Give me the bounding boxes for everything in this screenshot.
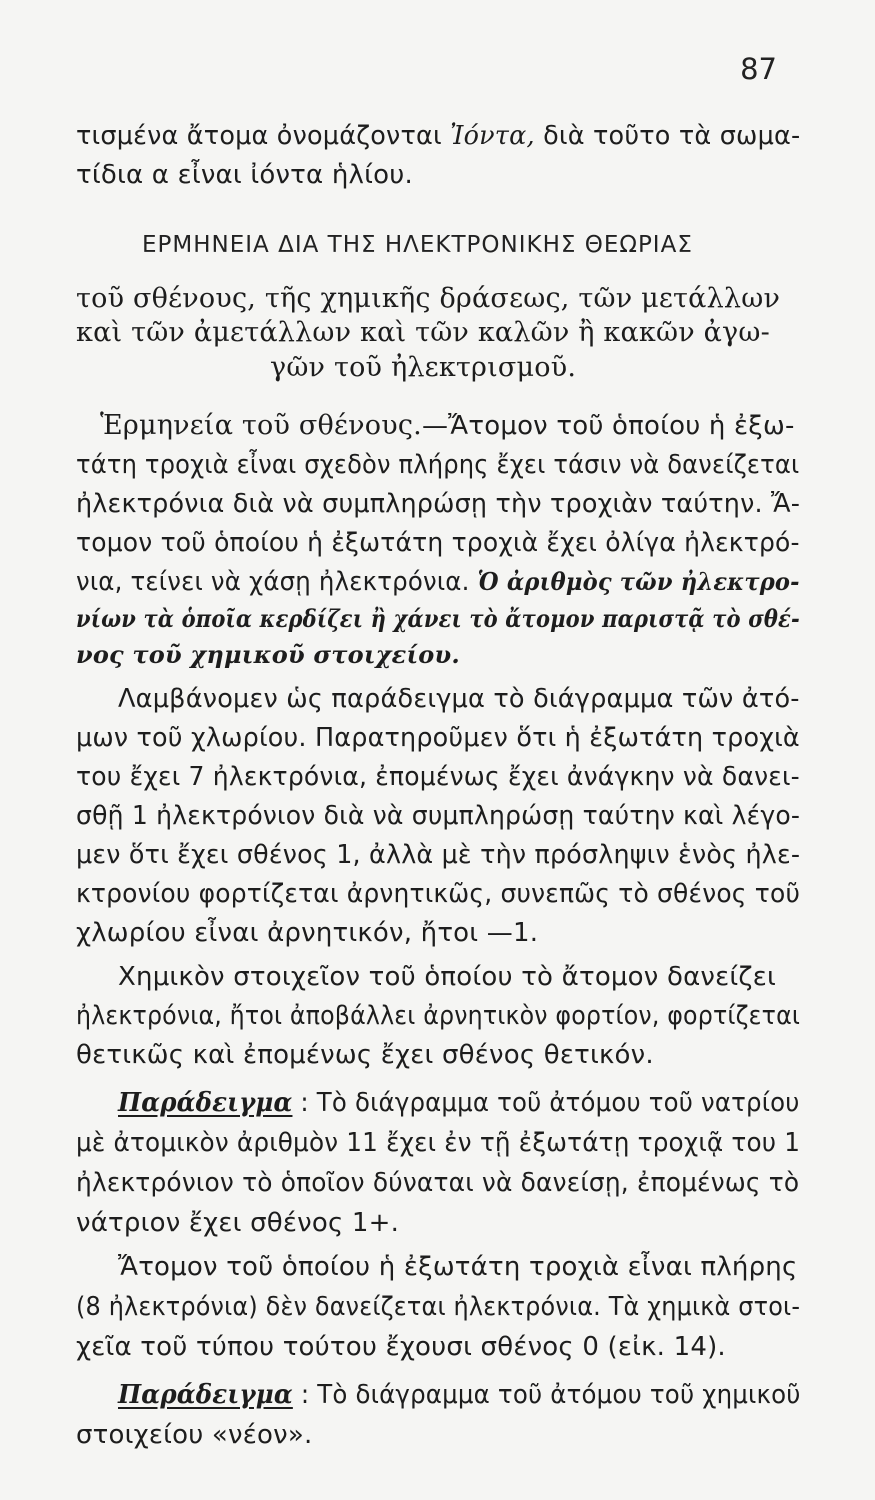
p6-line-1 <box>118 1380 801 1410</box>
intro-text-a: τισμένα ἄτομα ὀνομάζονται <box>76 121 451 151</box>
intro-italic-term: Ἰόντα, <box>450 121 535 151</box>
p1-line-1 <box>100 410 795 441</box>
intro-text-c: διὰ τοῦτο τὰ σωμα- <box>534 121 801 151</box>
p4-line-2: μὲ ἀτομικὸν ἀριθμὸν 11 ἔχει ἐν τῇ ἐξωτάτῃ τροχιᾷ του 1 <box>76 1128 801 1158</box>
p1-line-6: νίων τὰ ὁποῖα κερδίζει ἢ χάνει τὸ ἄτομον παριστᾷ τὸ σθέ- <box>76 604 800 633</box>
p5-line-3: χεῖα τοῦ τύπου τούτου ἔχουσι σθένος 0 (εἰκ. 14). <box>76 1332 726 1362</box>
p2-line-5: μεν ὅτι ἔχει σθένος 1, ἀλλὰ μὲ τὴν πρόσληψιν ἑνὸς ἠλε- <box>76 840 801 870</box>
subheading-line-2: καὶ τῶν ἀμετάλλων καὶ τῶν καλῶν ἢ κακῶν ἀγω- <box>76 317 770 348</box>
p1-line-2: τάτη τροχιὰ εἶναι σχεδὸν πλήρης ἔχει τάσιν νὰ δανείζεται <box>76 450 800 480</box>
example-label: Παράδειγμα <box>118 1088 293 1118</box>
p2-line-4: σθῇ 1 ἠλεκτρόνιον διὰ νὰ συμπληρώσῃ ταύτην καὶ λέγο- <box>76 801 801 831</box>
p4-line-1 <box>118 1088 800 1118</box>
p1-line-5-text: νια, τείνει νὰ χάσῃ ἠλεκτρόνια. <box>76 567 478 597</box>
p2-line-2: μων τοῦ χλωρίου. Παρατηροῦμεν ὅτι ἡ ἐξωτάτη τροχιὰ <box>76 723 800 753</box>
p6-line-1-text: : Τὸ διάγραμμα τοῦ ἀτόμου τοῦ χημικοῦ <box>292 1380 801 1410</box>
subheading-line-1: τοῦ σθένους, τῆς χημικῆς δράσεως, τῶν μετάλλων <box>76 283 781 314</box>
p1-line-4: τομον τοῦ ὁποίου ἡ ἐξωτάτη τροχιὰ ἔχει ὀλίγα ἠλεκτρό- <box>76 528 800 558</box>
p5-line-1: Ἄτομον τοῦ ὁποίου ἡ ἐξωτάτη τροχιὰ εἶναι πλήρης <box>118 1252 798 1282</box>
p4-line-3: ἠλεκτρόνιον τὸ ὁποῖον δύναται νὰ δανείσῃ, ἐπομένως τὸ <box>76 1168 800 1198</box>
p3-line-1: Χημικὸν στοιχεῖον τοῦ ὁποίου τὸ ἄτομον δανείζει <box>118 962 776 992</box>
p6-line-2: στοιχείου «νέον». <box>76 1420 313 1450</box>
intro-line-1 <box>76 121 800 151</box>
p2-line-3: του ἔχει 7 ἠλεκτρόνια, ἐπομένως ἔχει ἀνάγκην νὰ δανει- <box>76 762 800 792</box>
p1-italic-start: Ὁ ἀριθμὸς τῶν ἠλεκτρο- <box>477 567 800 596</box>
p4-line-1-text: : Τὸ διάγραμμα τοῦ ἀτόμου τοῦ νατρίου <box>292 1088 800 1118</box>
p1-line-7: νος τοῦ χημικοῦ στοιχείου. <box>76 640 460 669</box>
p4-line-4: νάτριον ἔχει σθένος 1+. <box>76 1208 400 1238</box>
p3-line-2: ἠλεκτρόνια, ἤτοι ἀποβάλλει ἀρνητικὸν φορτίον, φορτίζεται <box>76 1001 801 1031</box>
p1-line-5 <box>76 567 800 597</box>
page-number: 87 <box>740 52 777 86</box>
intro-line-2: τίδια α εἶναι ἰόντα ἡλίου. <box>76 160 413 190</box>
p2-line-1: Λαμβάνομεν ὡς παράδειγμα τὸ διάγραμμα τῶν ἀτό- <box>118 684 800 714</box>
p2-line-6: κτρονίου φορτίζεται ἀρνητικῶς, συνεπῶς τὸ σθένος τοῦ <box>76 879 801 909</box>
example-label-2: Παράδειγμα <box>118 1380 293 1410</box>
p1-line-3: ἠλεκτρόνια διὰ νὰ συμπληρώσῃ τὴν τροχιὰν ταύτην. Ἄ- <box>76 489 801 519</box>
p2-line-7: χλωρίου εἶναι ἀρνητικόν, ἤτοι —1. <box>76 918 539 948</box>
p3-line-3: θετικῶς καὶ ἐπομένως ἔχει σθένος θετικόν. <box>76 1040 654 1070</box>
p1-line-1-text: —Ἄτομον τοῦ ὁποίου ἡ ἐξω- <box>421 411 795 441</box>
p1-lead-term: Ἑρμηνεία τοῦ σθένους. <box>100 410 422 441</box>
subheading-line-3: γῶν τοῦ ἠλεκτρισμοῦ. <box>270 352 577 383</box>
p5-line-2: (8 ἠλεκτρόνια) δὲν δανείζεται ἠλεκτρόνια. Τὰ χημικὰ στοι- <box>76 1292 801 1322</box>
section-heading: ΕΡΜΗΝΕΙΑ ΔΙΑ ΤΗΣ ΗΛΕΚΤΡΟΝΙΚΗΣ ΘΕΩΡΙΑΣ <box>142 232 693 258</box>
